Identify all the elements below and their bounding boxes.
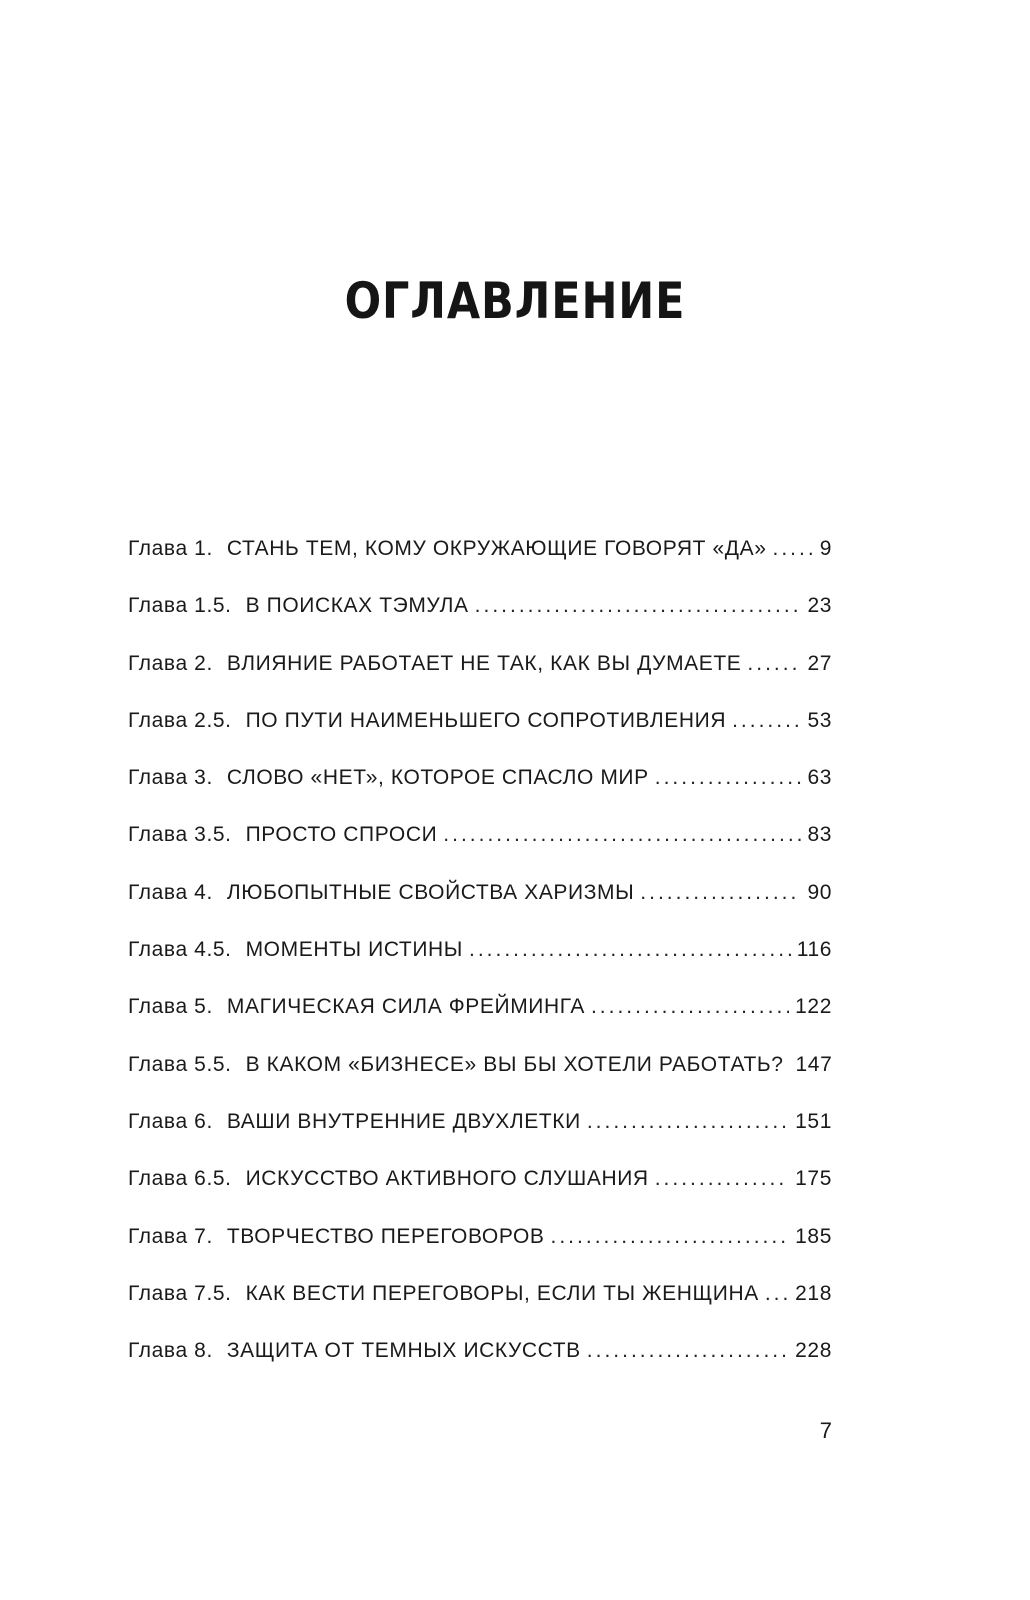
- table-of-contents: [128, 537, 832, 1396]
- chapter-label: Глава 2.: [128, 651, 213, 675]
- chapter-page-number: 53: [807, 708, 832, 732]
- chapter-title: МАГИЧЕСКАЯ СИЛА ФРЕЙМИНГА: [226, 995, 585, 1019]
- toc-entry[interactable]: [128, 1167, 832, 1224]
- toc-entry[interactable]: [128, 1282, 832, 1339]
- toc-entry[interactable]: [128, 766, 832, 823]
- chapter-page-number: 27: [807, 651, 832, 675]
- toc-entry[interactable]: [128, 1339, 832, 1396]
- toc-entry[interactable]: [128, 652, 832, 709]
- chapter-label: Глава 4.5.: [128, 938, 232, 962]
- page-number: 7: [819, 1418, 832, 1443]
- chapter-title: ПРОСТО СПРОСИ: [245, 823, 438, 847]
- chapter-label: Глава 3.: [128, 766, 213, 790]
- chapter-page-number: 116: [796, 938, 832, 962]
- chapter-page-number: 228: [795, 1339, 832, 1363]
- dot-leader: [732, 709, 801, 733]
- dot-leader: [591, 995, 789, 1019]
- chapter-title: СТАНЬ ТЕМ, КОМУ ОКРУЖАЮЩИЕ ГОВОРЯТ «ДА»: [226, 537, 767, 560]
- chapter-title: МОМЕНТЫ ИСТИНЫ: [245, 938, 463, 962]
- toc-entry[interactable]: [128, 881, 832, 938]
- chapter-title: В ПОИСКАХ ТЭМУЛА: [245, 594, 469, 618]
- dot-leader: [765, 1282, 789, 1306]
- toc-entry[interactable]: [128, 709, 832, 766]
- toc-entry[interactable]: [128, 1053, 832, 1110]
- dot-leader: [655, 1167, 789, 1191]
- chapter-title: КАК ВЕСТИ ПЕРЕГОВОРЫ, ЕСЛИ ТЫ ЖЕНЩИНА: [245, 1281, 759, 1305]
- chapter-title: ИСКУССТВО АКТИВНОГО СЛУШАНИЯ: [245, 1167, 649, 1191]
- chapter-label: Глава 7.: [128, 1224, 213, 1248]
- chapter-page-number: 185: [795, 1224, 832, 1248]
- dot-leader: [587, 1110, 789, 1134]
- chapter-title: СЛОВО «НЕТ», КОТОРОЕ СПАСЛО МИР: [226, 766, 649, 790]
- chapter-title: ТВОРЧЕСТВО ПЕРЕГОВОРОВ: [226, 1224, 545, 1248]
- chapter-page-number: 122: [795, 995, 832, 1019]
- chapter-label: Глава 5.: [128, 995, 213, 1019]
- dot-leader: [469, 938, 791, 962]
- chapter-page-number: 23: [807, 594, 832, 618]
- chapter-title: ЗАЩИТА ОТ ТЕМНЫХ ИСКУССТВ: [226, 1339, 581, 1363]
- chapter-title: ВАШИ ВНУТРЕННИЕ ДВУХЛЕТКИ: [226, 1109, 581, 1133]
- page-title: ОГЛАВЛЕНИЕ: [344, 272, 686, 330]
- chapter-title: ВЛИЯНИЕ РАБОТАЕТ НЕ ТАК, КАК ВЫ ДУМАЕТЕ: [226, 651, 742, 675]
- chapter-label: Глава 1.: [128, 537, 213, 560]
- chapter-page-number: 151: [795, 1109, 832, 1133]
- chapter-title: ЛЮБОПЫТНЫЕ СВОЙСТВА ХАРИЗМЫ: [226, 880, 635, 904]
- chapter-page-number: 175: [795, 1167, 832, 1191]
- chapter-page-number: 147: [795, 1052, 833, 1076]
- chapter-page-number: 63: [807, 766, 832, 790]
- chapter-label: Глава 7.5.: [128, 1281, 232, 1305]
- chapter-page-number: 9: [819, 537, 832, 560]
- dot-leader: [475, 594, 802, 618]
- dot-leader: [655, 766, 802, 790]
- dot-leader: [772, 537, 813, 561]
- chapter-label: Глава 6.: [128, 1109, 213, 1133]
- dot-leader: [551, 1225, 790, 1249]
- chapter-page-number: 83: [807, 823, 832, 847]
- chapter-label: Глава 6.5.: [128, 1167, 232, 1191]
- chapter-page-number: 90: [807, 880, 832, 904]
- dot-leader: [587, 1339, 789, 1363]
- toc-entry[interactable]: [128, 594, 832, 651]
- chapter-title: ПО ПУТИ НАИМЕНЬШЕГО СОПРОТИВЛЕНИЯ: [245, 708, 727, 732]
- toc-entry[interactable]: [128, 823, 832, 880]
- chapter-label: Глава 2.5.: [128, 708, 232, 732]
- chapter-label: Глава 5.5.: [128, 1052, 232, 1076]
- toc-entry[interactable]: [128, 938, 832, 995]
- toc-entry[interactable]: [128, 1110, 832, 1167]
- chapter-page-number: 218: [795, 1281, 832, 1305]
- toc-entry[interactable]: [128, 537, 832, 594]
- dot-leader: [443, 823, 801, 847]
- chapter-label: Глава 8.: [128, 1339, 213, 1363]
- chapter-label: Глава 3.5.: [128, 823, 232, 847]
- toc-entry[interactable]: [128, 995, 832, 1052]
- toc-entry[interactable]: [128, 1225, 832, 1282]
- dot-leader: [747, 652, 801, 676]
- chapter-title: В КАКОМ «БИЗНЕСЕ» ВЫ БЫ ХОТЕЛИ РАБОТАТЬ?: [245, 1052, 784, 1076]
- chapter-label: Глава 1.5.: [128, 594, 232, 618]
- dot-leader: [640, 881, 801, 905]
- chapter-label: Глава 4.: [128, 880, 213, 904]
